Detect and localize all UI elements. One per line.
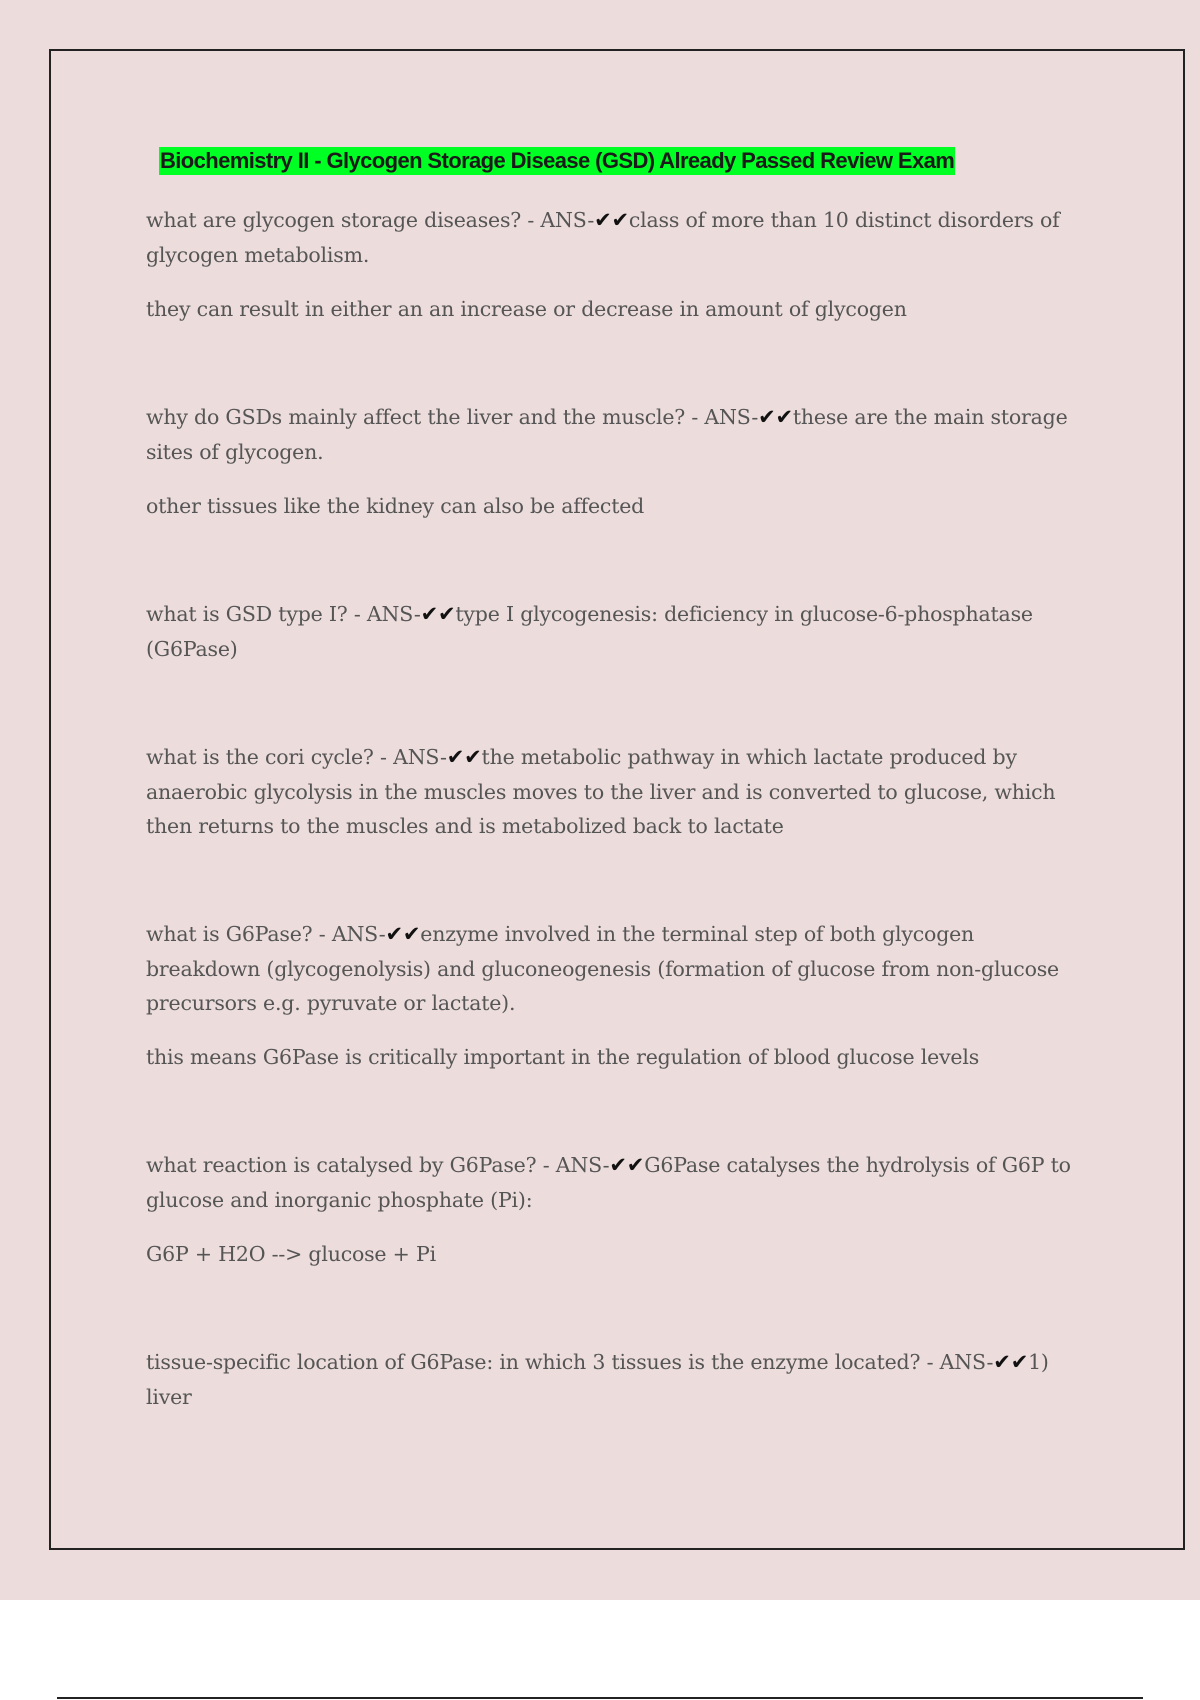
qa-item	[146, 740, 1086, 844]
double-check-icon: ✔✔	[609, 1153, 645, 1177]
question-text: what is GSD type I? - ANS-	[146, 602, 421, 626]
qa-item	[146, 203, 1086, 272]
answer-text: these are the main storage sites of glycogen.	[146, 405, 1068, 464]
answer-text: type I glycogenesis: deficiency in glucose-6-phosphatase (G6Pase)	[146, 602, 1033, 661]
footer-divider	[57, 1697, 1143, 1699]
answer-text: class of more than 10 distinct disorders of glycogen metabolism.	[146, 208, 1060, 267]
answer-text: G6Pase catalyses the hydrolysis of G6P to glucose and inorganic phosphate (Pi):	[146, 1153, 1071, 1212]
note-paragraph: other tissues like the kidney can also be affected	[146, 494, 645, 518]
question-text: what are glycogen storage diseases? - ANS-	[146, 208, 595, 232]
qa-item	[146, 917, 1086, 1021]
answer-text: the metabolic pathway in which lactate produced by anaerobic glycolysis in the muscles moves to the liver and is converted to glucose, which then returns to the muscles and is metabolized back to lactate	[146, 745, 1056, 838]
double-check-icon: ✔✔	[446, 745, 482, 769]
double-check-icon: ✔✔	[758, 405, 793, 429]
qa-item	[146, 597, 1086, 666]
question-text: tissue-specific location of G6Pase: in which 3 tissues is the enzyme located? - ANS-	[146, 1350, 994, 1374]
double-check-icon: ✔✔	[385, 922, 421, 946]
question-text: what is G6Pase? - ANS-	[146, 922, 386, 946]
equation-paragraph: G6P + H2O --> glucose + Pi	[146, 1242, 436, 1266]
question-text: what is the cori cycle? - ANS-	[146, 745, 447, 769]
note-paragraph: they can result in either an an increase or decrease in amount of glycogen	[146, 297, 907, 321]
note-paragraph: this means G6Pase is critically important in the regulation of blood glucose levels	[146, 1045, 980, 1069]
question-text: why do GSDs mainly affect the liver and the muscle? - ANS-	[146, 405, 759, 429]
document-title: Biochemistry II - Glycogen Storage Disease (GSD) Already Passed Review Exam	[160, 148, 955, 173]
qa-item	[146, 1148, 1086, 1217]
double-check-icon: ✔✔	[594, 208, 629, 232]
answer-text: 1) liver	[146, 1350, 1049, 1409]
double-check-icon: ✔✔	[993, 1350, 1029, 1374]
qa-item	[146, 400, 1086, 469]
question-text: what reaction is catalysed by G6Pase? - ANS-	[146, 1153, 610, 1177]
qa-item	[146, 1345, 1086, 1414]
double-check-icon: ✔✔	[420, 602, 456, 626]
answer-text: enzyme involved in the terminal step of both glycogen breakdown (glycogenolysis) and gluconeogenesis (formation of glucose from non-glucose precursors e.g. pyruvate or lactate).	[146, 922, 1059, 1015]
